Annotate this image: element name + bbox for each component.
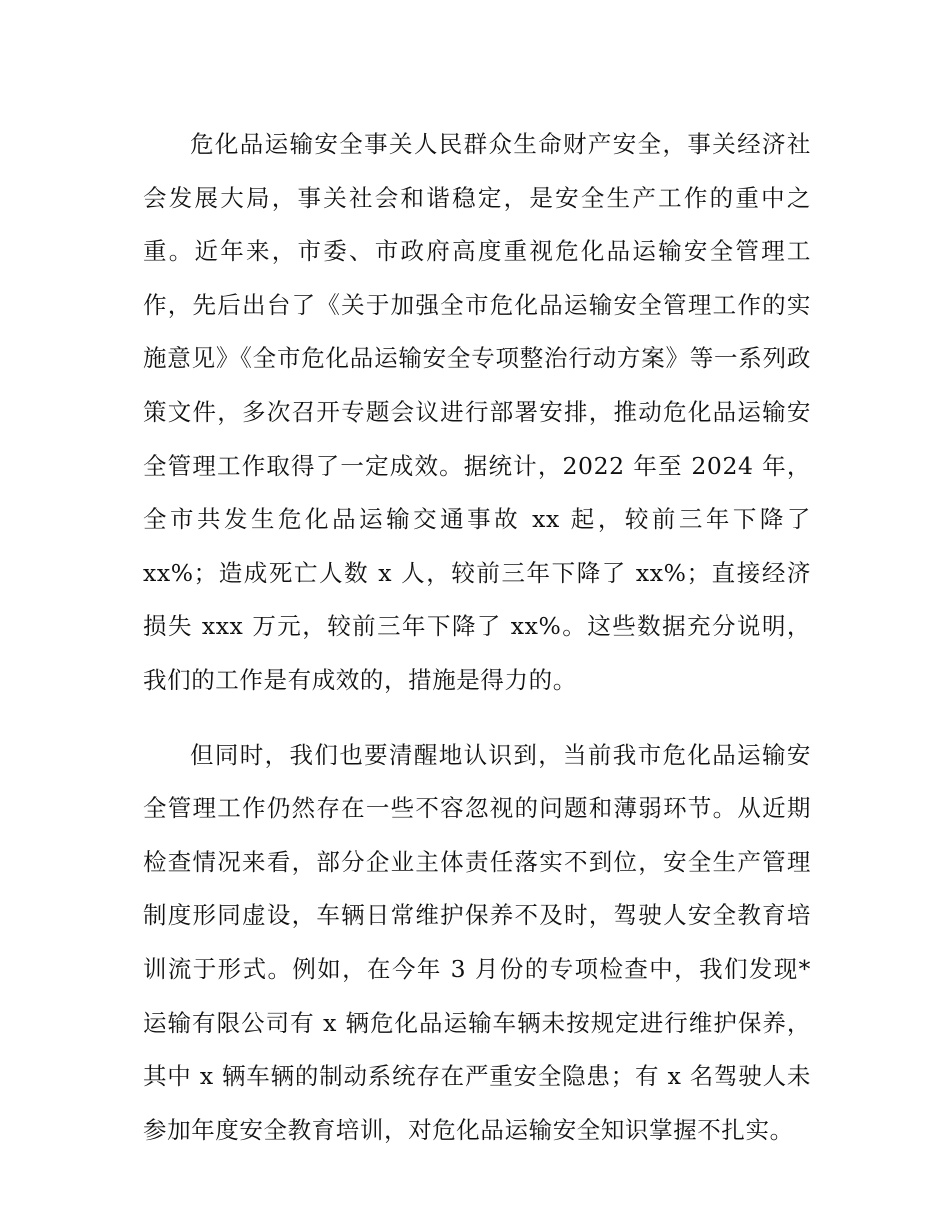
- document-body: [143, 118, 811, 1157]
- paragraph-problems: 但同时，我们也要清醒地认识到，当前我市危化品运输安全管理工作仍然存在一些不容忽视的问题和薄弱环节。从近期检查情况来看，部分企业主体责任落实不到位，安全生产管理制度形同虚设，车辆日常维护保养不及时，驾驶人安全教育培训流于形式。例如，在今年 3 月份的专项检查中，我们发现*运输有限公司有 x 辆危化品运输车辆未按规定进行维护保养，其中 x 辆车辆的制动系统存在严重安全隐患；有 x 名驾驶人未参加年度安全教育培训，对危化品运输安全知识掌握不扎实。: [143, 740, 811, 1144]
- paragraph-achievements: 危化品运输安全事关人民群众生命财产安全，事关经济社会发展大局，事关社会和谐稳定，是安全生产工作的重中之重。近年来，市委、市政府高度重视危化品运输安全管理工作，先后出台了《关于加强全市危化品运输安全管理工作的实施意见》《全市危化品运输安全专项整治行动方案》等一系列政策文件，多次召开专题会议进行部署安排，推动危化品运输安全管理工作取得了一定成效。据统计，2022 年至 2024 年，全市共发生危化品运输交通事故 xx 起，较前三年下降了 xx%；造成死亡人数 x 人，较前三年下降了 xx%；直接经济损失 xxx 万元，较前三年下降了 xx%。这些数据充分说明，我们的工作是有成效的，措施是得力的。: [143, 130, 811, 694]
